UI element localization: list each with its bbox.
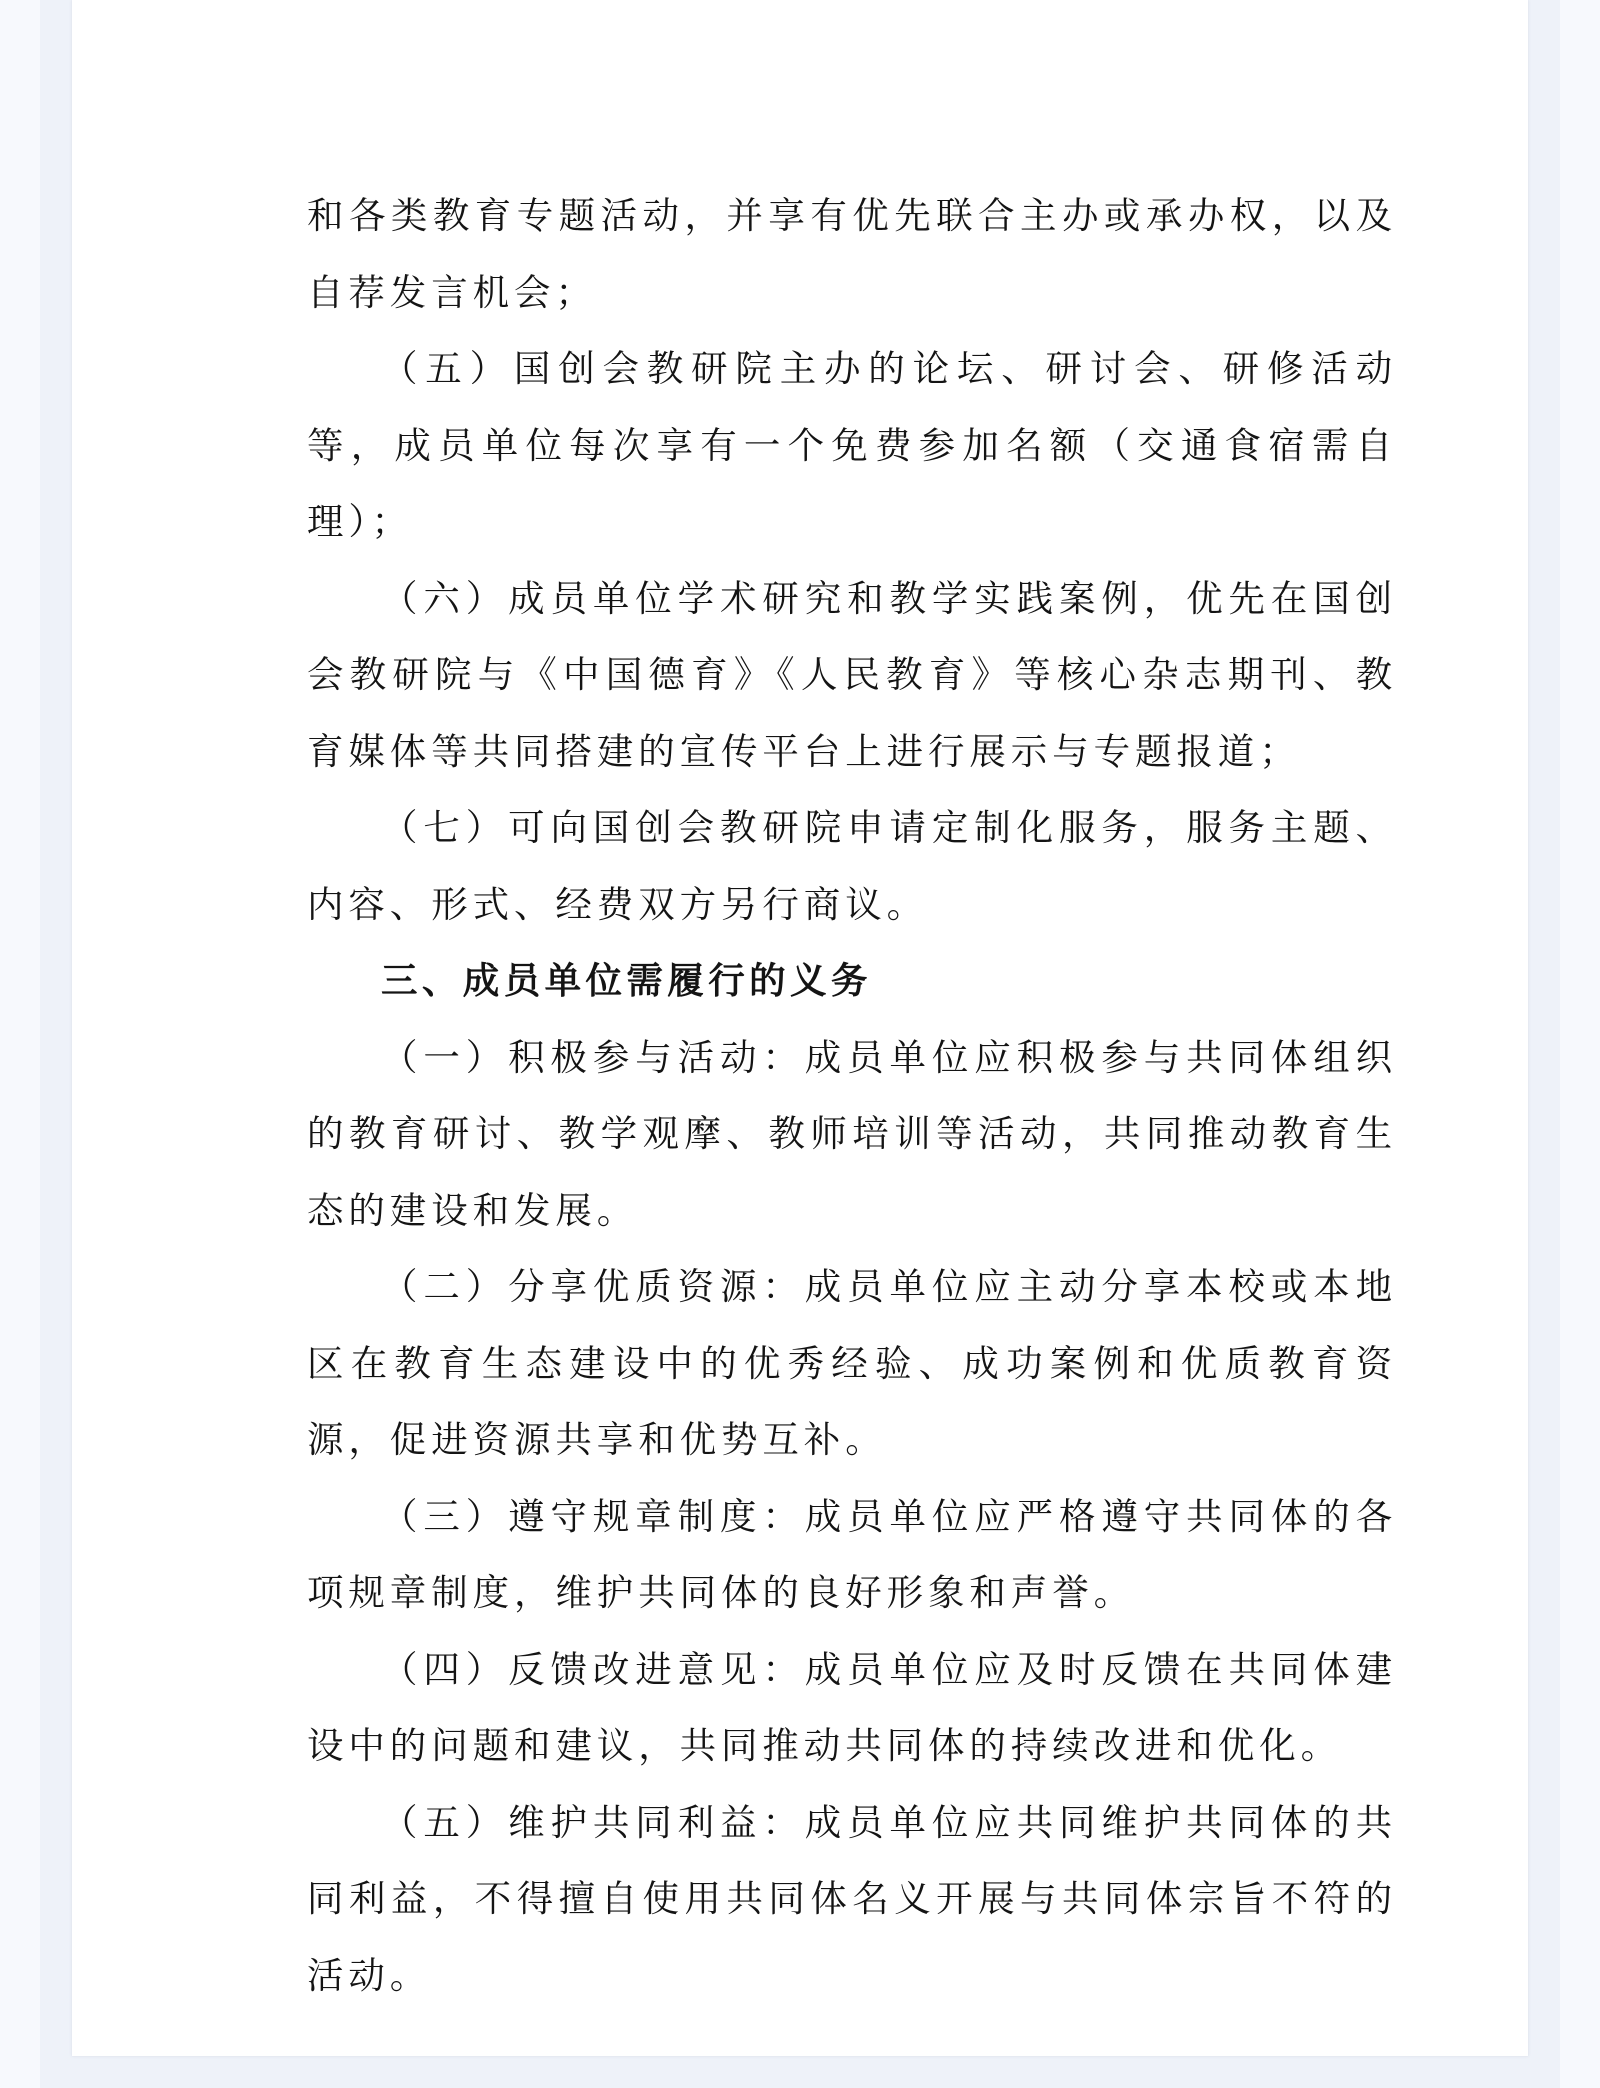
- obligation-2: （二）分享优质资源：成员单位应主动分享本校或本地区在教育生态建设中的优秀经验、成功案例和优质教育资源，促进资源共享和优势互补。: [307, 1265, 1397, 1461]
- viewer-margin-left: [0, 0, 40, 2088]
- section-heading: 三、成员单位需履行的义务: [381, 959, 872, 1002]
- paragraph-continuation: 和各类教育专题活动，并享有优先联合主办或承办权，以及自荐发言机会；: [307, 194, 1397, 314]
- document-body: [307, 178, 1397, 2014]
- obligation-1: （一）积极参与活动：成员单位应积极参与共同体组织的教育研讨、教学观摩、教师培训等活动，共同推动教育生态的建设和发展。: [307, 1035, 1397, 1232]
- document-page: [72, 0, 1528, 2056]
- paragraph-right-6: （六）成员单位学术研究和教学实践案例，优先在国创会教研院与《中国德育》《人民教育》等核心杂志期刊、教育媒体等共同搭建的宣传平台上进行展示与专题报道；: [307, 576, 1397, 773]
- obligation-5: （五）维护共同利益：成员单位应共同维护共同体的共同利益，不得擅自使用共同体名义开展与共同体宗旨不符的活动。: [307, 1800, 1397, 1997]
- paragraph-right-5: （五）国创会教研院主办的论坛、研讨会、研修活动等，成员单位每次享有一个免费参加名额（交通食宿需自理）；: [307, 347, 1397, 543]
- viewer-margin-right: [1560, 0, 1600, 2088]
- paragraph-right-7: （七）可向国创会教研院申请定制化服务，服务主题、内容、形式、经费双方另行商议。: [307, 806, 1397, 926]
- obligation-4: （四）反馈改进意见：成员单位应及时反馈在共同体建设中的问题和建议，共同推动共同体的持续改进和优化。: [307, 1647, 1397, 1767]
- obligation-3: （三）遵守规章制度：成员单位应严格遵守共同体的各项规章制度，维护共同体的良好形象和声誉。: [307, 1494, 1397, 1614]
